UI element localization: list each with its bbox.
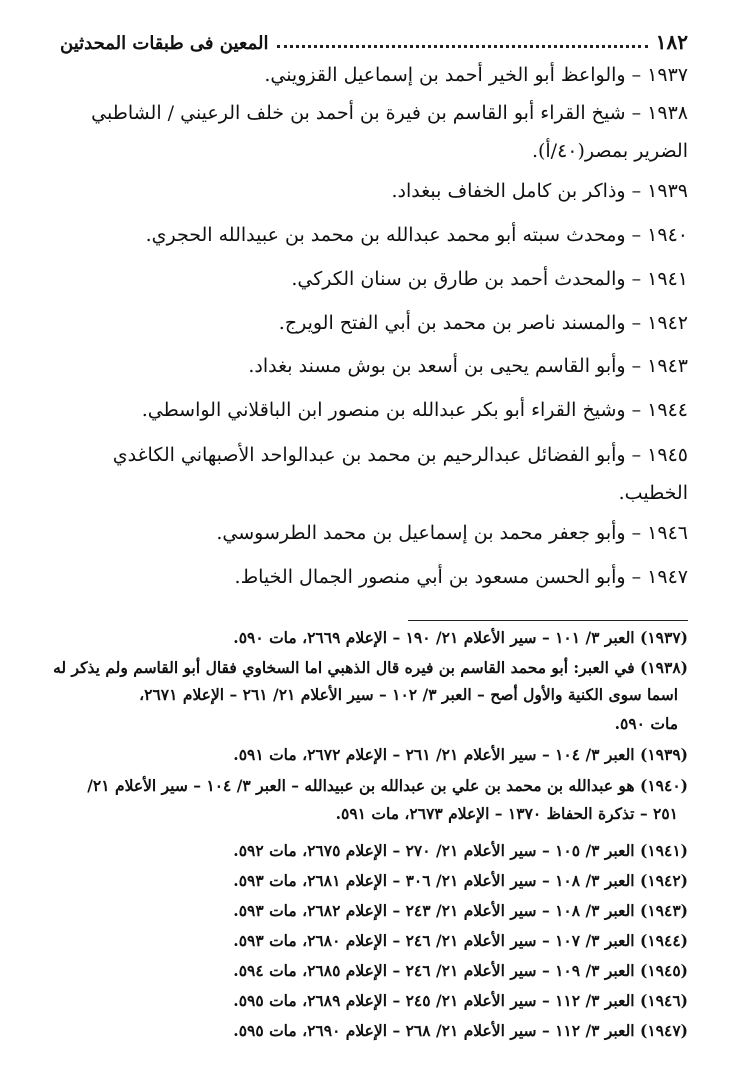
- entry-1944: ١٩٤٤ – وشيخ القراء أبو بكر عبدالله بن منصور ابن الباقلاني الواسطي.: [141, 399, 688, 421]
- entry-1938-continuation: الضرير بمصر(٤٠/أ).: [531, 140, 688, 162]
- entry-1943: ١٩٤٣ – وأبو القاسم يحيى بن أسعد بن بوش مسند بغداد.: [248, 355, 688, 377]
- running-title: المعين فى طبقات المحدثين: [60, 33, 269, 54]
- footnote-1943: (١٩٤٣) العبر ٣/ ١٠٨ – سير الأعلام ٢١/ ٢٤٣ – الإعلام ٢٦٨٢، مات ٥٩٣.: [233, 901, 688, 920]
- footnote-1938: (١٩٣٨) في العبر: أبو محمد القاسم بن فيره قال الذهبي اما السخاوي فقال أبو القاسم ولم يذكر له: [53, 658, 688, 677]
- entry-1941: ١٩٤١ – والمحدث أحمد بن طارق بن سنان الكركي.: [291, 268, 688, 290]
- entry-1937: ١٩٣٧ – والواعظ أبو الخير أحمد بن إسماعيل القزويني.: [264, 64, 688, 86]
- entry-1945: ١٩٤٥ – وأبو الفضائل عبدالرحيم بن محمد بن عبدالواحد الأصبهاني الكاغدي: [112, 444, 688, 466]
- footnote-1945: (١٩٤٥) العبر ٣/ ١٠٩ – سير الأعلام ٢١/ ٢٤٦ – الإعلام ٢٦٨٥، مات ٥٩٤.: [233, 961, 688, 980]
- footnote-1946: (١٩٤٦) العبر ٣/ ١١٢ – سير الأعلام ٢١/ ٢٤٥ – الإعلام ٢٦٨٩، مات ٥٩٥.: [233, 991, 688, 1010]
- footnote-1940: (١٩٤٠) هو عبدالله بن محمد بن علي بن عبدالله بن عبيدالله – العبر ٣/ ١٠٤ – سير الأعلام ٢١/: [87, 776, 688, 795]
- entry-1942: ١٩٤٢ – والمسند ناصر بن محمد بن أبي الفتح الويرج.: [278, 312, 688, 334]
- footnote-1938-line2: اسما سوى الكنية والأول أصح – العبر ٣/ ١٠٢ – سير الأعلام ٢١/ ٢٦١ – الإعلام ٢٦٧١،: [139, 685, 678, 704]
- entry-1947: ١٩٤٧ – وأبو الحسن مسعود بن أبي منصور الجمال الخياط.: [234, 566, 688, 588]
- entry-1945-continuation: الخطيب.: [618, 482, 688, 504]
- footnote-1944: (١٩٤٤) العبر ٣/ ١٠٧ – سير الأعلام ٢١/ ٢٤٦ – الإعلام ٢٦٨٠، مات ٥٩٣.: [233, 931, 688, 950]
- entry-1940: ١٩٤٠ – ومحدث سبته أبو محمد عبدالله بن محمد بن عبيدالله الحجري.: [145, 224, 688, 246]
- footnote-1937: (١٩٣٧) العبر ٣/ ١٠١ – سير الأعلام ٢١/ ١٩٠ – الإعلام ٢٦٦٩، مات ٥٩٠.: [233, 628, 688, 647]
- entry-1939: ١٩٣٩ – وذاكر بن كامل الخفاف ببغداد.: [391, 180, 688, 202]
- footnote-1941: (١٩٤١) العبر ٣/ ١٠٥ – سير الأعلام ٢١/ ٢٧٠ – الإعلام ٢٦٧٥، مات ٥٩٢.: [233, 841, 688, 860]
- footnote-1947: (١٩٤٧) العبر ٣/ ١١٢ – سير الأعلام ٢١/ ٢٦٨ – الإعلام ٢٦٩٠، مات ٥٩٥.: [233, 1021, 688, 1040]
- footnote-1940-line2: ٢٥١ – تذكرة الحفاظ ١٣٧٠ – الإعلام ٢٦٧٣، مات ٥٩١.: [335, 804, 678, 823]
- footnote-1939: (١٩٣٩) العبر ٣/ ١٠٤ – سير الأعلام ٢١/ ٢٦١ – الإعلام ٢٦٧٢، مات ٥٩١.: [233, 745, 688, 764]
- entry-1938: ١٩٣٨ – شيخ القراء أبو القاسم بن فيرة بن أحمد بن خلف الرعيني / الشاطبي: [91, 102, 688, 124]
- footnote-1938-line3: مات ٥٩٠.: [614, 714, 678, 733]
- footnote-1942: (١٩٤٢) العبر ٣/ ١٠٨ – سير الأعلام ٢١/ ٣٠٦ – الإعلام ٢٦٨١، مات ٥٩٣.: [233, 871, 688, 890]
- page-header: [60, 26, 688, 54]
- entry-1946: ١٩٤٦ – وأبو جعفر محمد بن إسماعيل بن محمد الطرسوسي.: [216, 522, 688, 544]
- footnote-separator: [408, 620, 688, 621]
- page-number: ١٨٢: [655, 30, 688, 54]
- header-dot-leader: [277, 45, 648, 48]
